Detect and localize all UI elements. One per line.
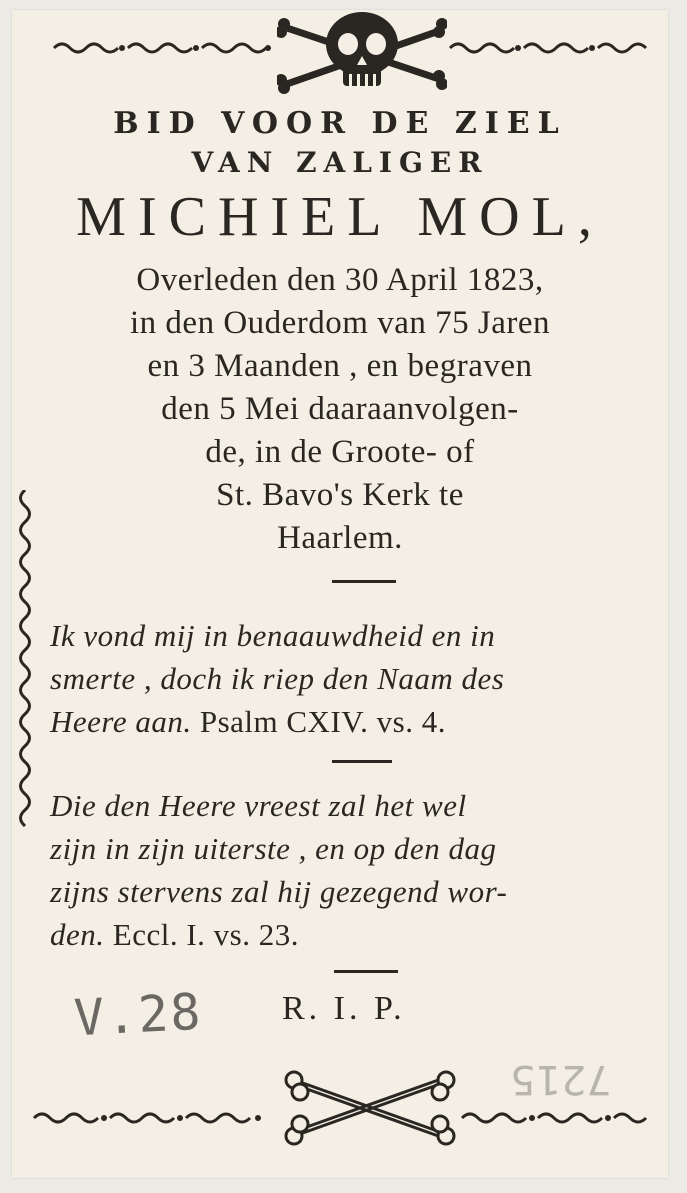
- verse1-line-2: smerte , doch ik riep den Naam des: [50, 661, 505, 696]
- body-line-4: den 5 Mei daaraanvolgen-: [161, 391, 519, 427]
- verse2-italic: den.: [50, 917, 105, 952]
- body-line-2: in den Ouderdom van 75 Jaren: [130, 305, 550, 341]
- body-line-6: St. Bavo's Kerk te: [216, 477, 464, 513]
- verse2-line-2: zijn in zijn uiterste , en op den dag: [50, 831, 497, 866]
- verse2-reference: Eccl. I. vs. 23.: [112, 917, 299, 952]
- verse1-italic: Heere aan.: [50, 704, 192, 739]
- deceased-name: MICHIEL MOL,: [76, 186, 604, 248]
- divider-rule: [332, 760, 392, 763]
- body-line-1: Overleden den 30 April 1823,: [136, 262, 544, 298]
- inventory-stamp: 7215: [510, 1056, 612, 1102]
- verse2-line-4: [50, 917, 299, 953]
- bottom-border-left: [32, 1110, 282, 1126]
- verse1-line-3: [50, 704, 446, 740]
- top-border-right: [444, 40, 659, 56]
- verse2-line-1: Die den Heere vreest zal het wel: [50, 788, 467, 823]
- top-border-left: [52, 40, 272, 56]
- heading-line-1: BID VOOR DE ZIEL: [113, 106, 567, 141]
- body-line-3: en 3 Maanden , en begraven: [147, 348, 533, 384]
- verse2-line-3: zijns stervens zal hij gezegend wor-: [50, 874, 508, 909]
- divider-rule: [332, 580, 396, 583]
- closing-rip: R. I. P.: [282, 990, 406, 1027]
- memorial-card: [12, 10, 668, 1178]
- handwritten-note: V.28: [72, 982, 204, 1048]
- verse1-reference: Psalm CXIV. vs. 4.: [199, 704, 446, 739]
- body-line-5: de, in de Groote- of: [205, 434, 475, 470]
- verse1-line-1: Ik vond mij in benaauwdheid en in: [50, 618, 496, 653]
- skull-and-crossbones-icon: [277, 10, 447, 98]
- crossbones-icon: [280, 1068, 460, 1148]
- divider-rule: [334, 970, 398, 973]
- bottom-border-right: [458, 1110, 663, 1126]
- body-line-7: Haarlem.: [277, 520, 403, 556]
- heading-line-2: VAN ZALIGER: [191, 146, 489, 179]
